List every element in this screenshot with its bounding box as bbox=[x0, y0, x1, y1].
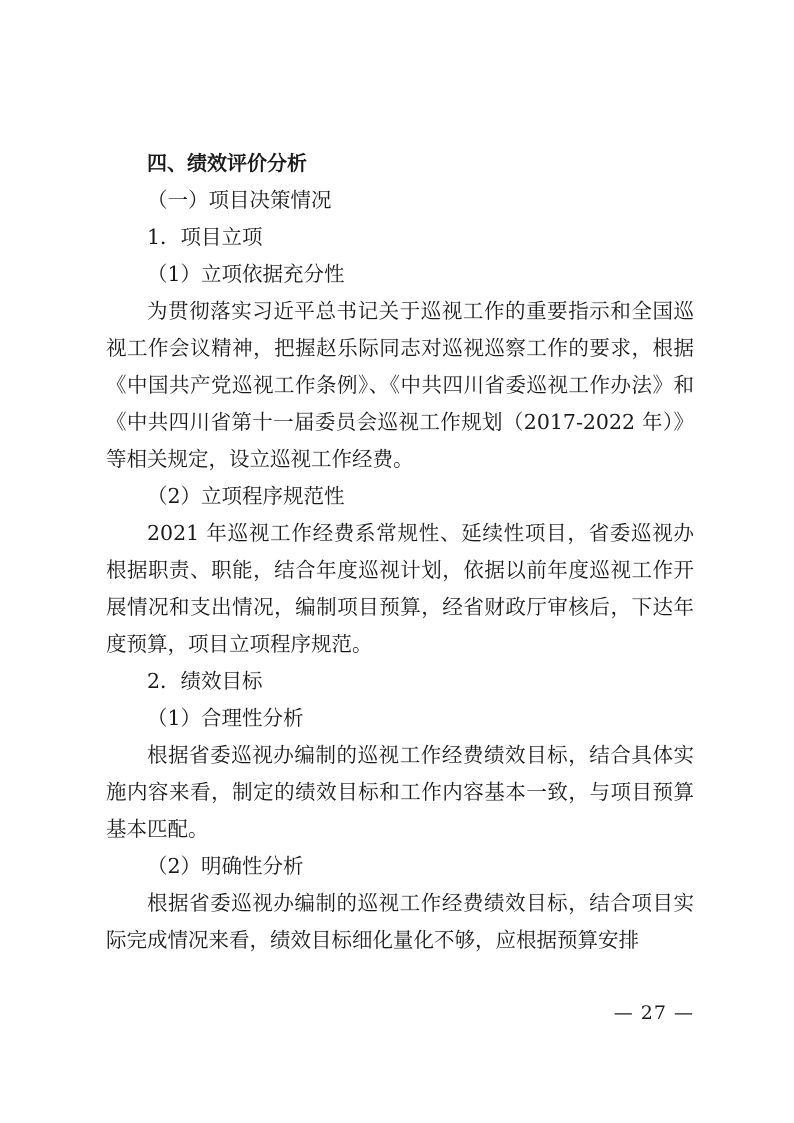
paragraph-procedure: 2021 年巡视工作经费系常规性、延续性项目，省委巡视办根据职责、职能，结合年度巡视计划，依据以前年度巡视工作开展情况和支出情况，编制项目预算，经省财政厅审核后，下达年度预算，项目立项程序规范。 bbox=[106, 521, 694, 656]
subitem-heading-rationality: （1）合理性分析 bbox=[147, 706, 304, 730]
section-heading: 四、绩效评价分析 bbox=[147, 151, 307, 175]
item-heading-project-approval: 1．项目立项 bbox=[147, 225, 263, 249]
item-heading-performance-goals: 2．绩效目标 bbox=[147, 669, 263, 693]
subitem-heading-clarity: （2）明确性分析 bbox=[147, 854, 304, 878]
page-number: — 27 — bbox=[613, 1002, 694, 1024]
subitem-heading-basis: （1）立项依据充分性 bbox=[147, 262, 345, 286]
paragraph-rationality: 根据省委巡视办编制的巡视工作经费绩效目标，结合具体实施内容来看，制定的绩效目标和工作内容基本一致，与项目预算基本匹配。 bbox=[106, 743, 694, 841]
paragraph-clarity: 根据省委巡视办编制的巡视工作经费绩效目标，结合项目实际完成情况来看，绩效目标细化量化不够，应根据预算安排 bbox=[106, 891, 694, 952]
paragraph-basis: 为贯彻落实习近平总书记关于巡视工作的重要指示和全国巡视工作会议精神，把握赵乐际同志对巡视巡察工作的要求，根据《中国共产党巡视工作条例》、《中共四川省委巡视工作办法》和《中共四川省第十一届委员会巡视工作规划（2017-2022 年）》等相关规定，设立巡视工作经费。 bbox=[106, 299, 694, 471]
document-body bbox=[106, 145, 694, 959]
subsection-heading: （一）项目决策情况 bbox=[147, 188, 332, 212]
subitem-heading-procedure: （2）立项程序规范性 bbox=[147, 484, 345, 508]
